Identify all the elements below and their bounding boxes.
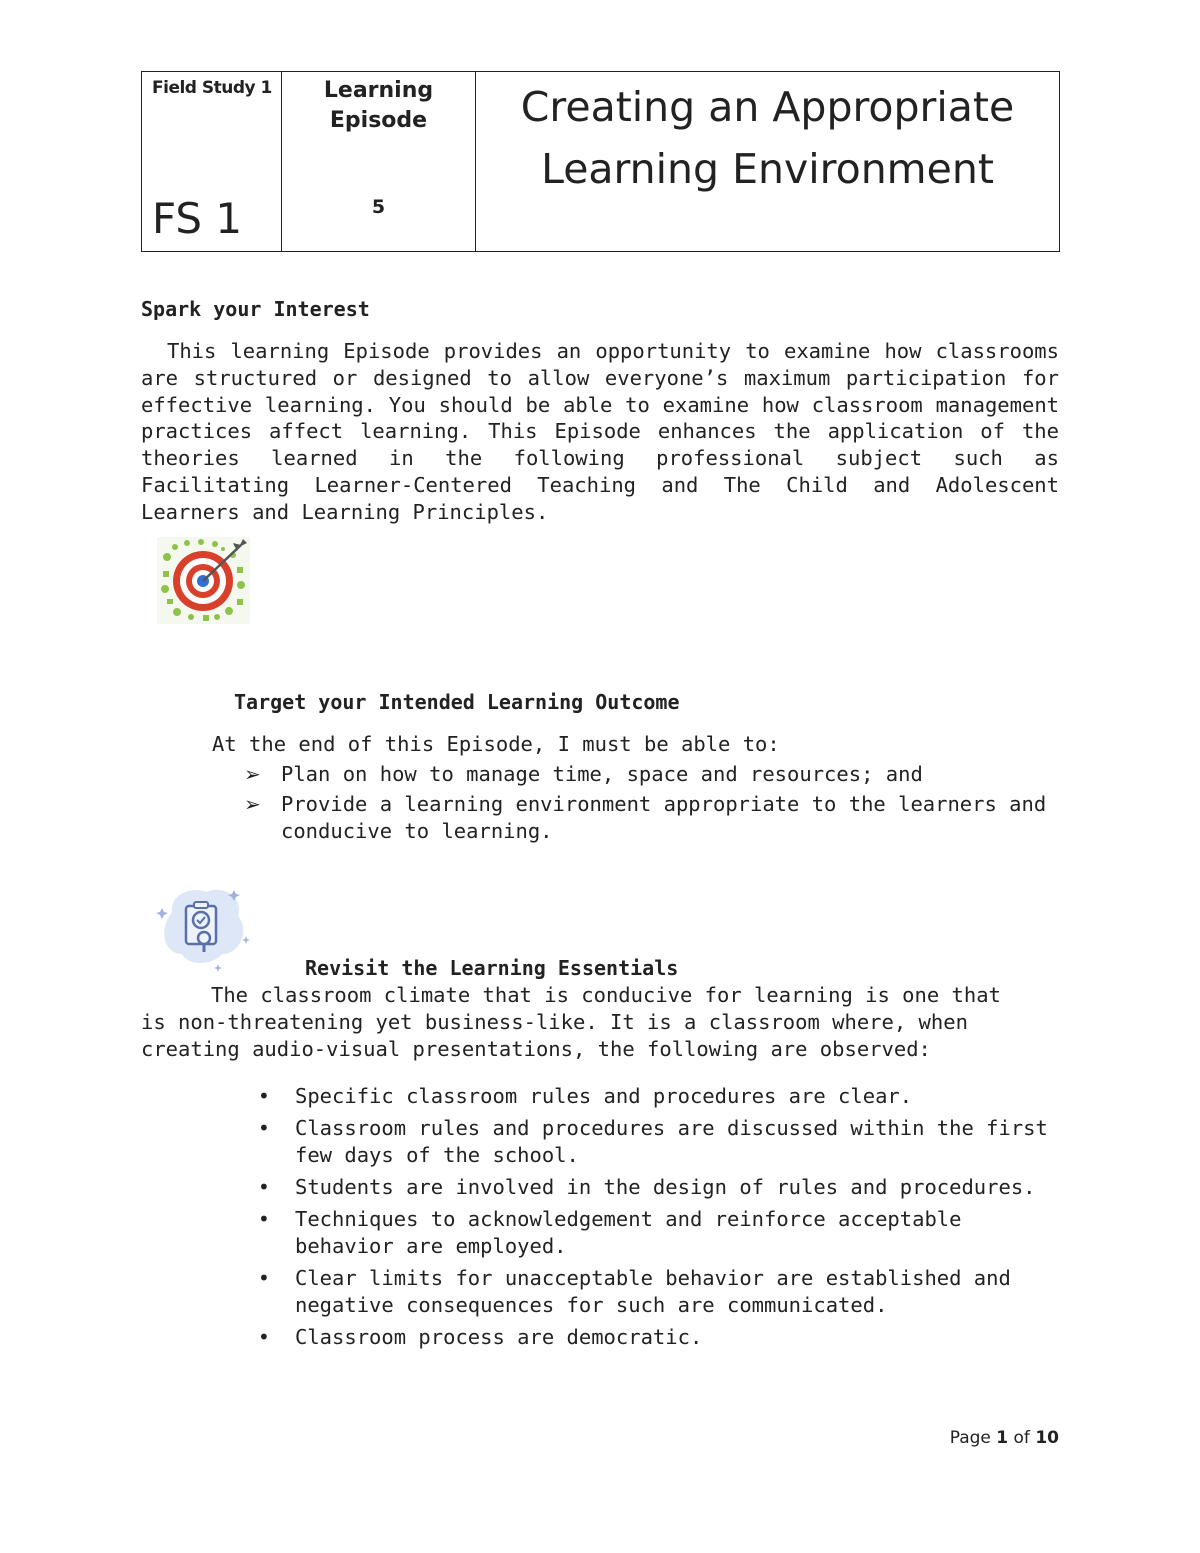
- arrow-bullet-icon: ➢: [244, 762, 261, 786]
- dot-bullet-icon: •: [258, 1084, 270, 1108]
- learning-episode-cell: [282, 72, 476, 252]
- current-page: 1: [996, 1428, 1009, 1448]
- learning-episode-label-line1: Learning: [323, 78, 434, 103]
- of-word: of: [1013, 1428, 1030, 1448]
- essentials-item-text: Students are involved in the design of rules and procedures.: [295, 1175, 1036, 1199]
- dot-bullet-icon: •: [258, 1266, 270, 1290]
- title-line1: Creating an Appropriate: [520, 83, 1015, 131]
- list-item: [258, 1324, 1058, 1351]
- essentials-item-text: Classroom rules and procedures are discussed within the first few days of the school.: [295, 1116, 1048, 1167]
- revisit-heading: Revisit the Learning Essentials: [305, 956, 679, 980]
- page-number: [950, 1428, 1059, 1448]
- revisit-paragraph-rest: is non-threatening yet business-like. It is a classroom where, when creating audio-visual presentations, the following are observed:: [141, 1009, 968, 1061]
- target-heading: Target your Intended Learning Outcome: [234, 690, 680, 714]
- target-lead: At the end of this Episode, I must be able to:: [212, 732, 780, 756]
- outcome-list: [244, 761, 1064, 848]
- revisit-paragraph: [141, 982, 1059, 1062]
- page-title: [476, 76, 1059, 200]
- field-study-label: Field Study 1: [152, 78, 272, 98]
- learning-episode-label-line2: Episode: [329, 108, 428, 133]
- list-item: [258, 1083, 1058, 1110]
- title-line2: Learning Environment: [541, 145, 994, 193]
- revisit-paragraph-first-line: The classroom climate that is conducive for learning is one that: [211, 983, 1001, 1007]
- magnifier-review-icon: [152, 882, 254, 974]
- list-item: [258, 1115, 1058, 1169]
- list-item: [258, 1265, 1058, 1319]
- total-pages: 10: [1035, 1428, 1059, 1448]
- outcome-item-text: Plan on how to manage time, space and resources; and: [281, 762, 923, 786]
- essentials-item-text: Techniques to acknowledgement and reinforce acceptable behavior are employed.: [295, 1207, 962, 1258]
- essentials-item-text: Clear limits for unacceptable behavior are established and negative consequences for such are communicated.: [295, 1266, 1011, 1317]
- page-word: Page: [949, 1428, 991, 1448]
- spark-heading: Spark your Interest: [141, 297, 370, 321]
- list-item: [244, 761, 1064, 788]
- dot-bullet-icon: •: [258, 1325, 270, 1349]
- episode-number: 5: [371, 196, 386, 218]
- essentials-item-text: Specific classroom rules and procedures are clear.: [295, 1084, 913, 1108]
- dot-bullet-icon: •: [258, 1175, 270, 1199]
- list-item: [258, 1174, 1058, 1201]
- arrow-bullet-icon: ➢: [244, 792, 261, 816]
- dot-bullet-icon: •: [258, 1116, 270, 1140]
- spark-paragraph: This learning Episode provides an opportunity to examine how classrooms are structured or designed to allow everyone’s maximum participation for effective learning. You should be able to examine how classroom management practices affect learning. This Episode enhances the application of the theories learned in the following professional subject such as Facilitating Learner-Centered Teaching and The Child and Adolescent Learners and Learning Principles.: [141, 339, 1059, 524]
- outcome-item-text: Provide a learning environment appropriate to the learners and conducive to learning.: [281, 792, 1047, 843]
- dot-bullet-icon: •: [258, 1207, 270, 1231]
- header-table: [141, 71, 1060, 252]
- essentials-list: [258, 1083, 1058, 1356]
- essentials-item-text: Classroom process are democratic.: [295, 1325, 703, 1349]
- fs-code: FS 1: [152, 194, 243, 243]
- title-cell: [476, 72, 1060, 252]
- list-item: [258, 1206, 1058, 1260]
- list-item: [244, 791, 1064, 845]
- target-icon: [157, 537, 250, 624]
- field-study-cell: [142, 72, 282, 252]
- learning-episode-label: [282, 76, 475, 136]
